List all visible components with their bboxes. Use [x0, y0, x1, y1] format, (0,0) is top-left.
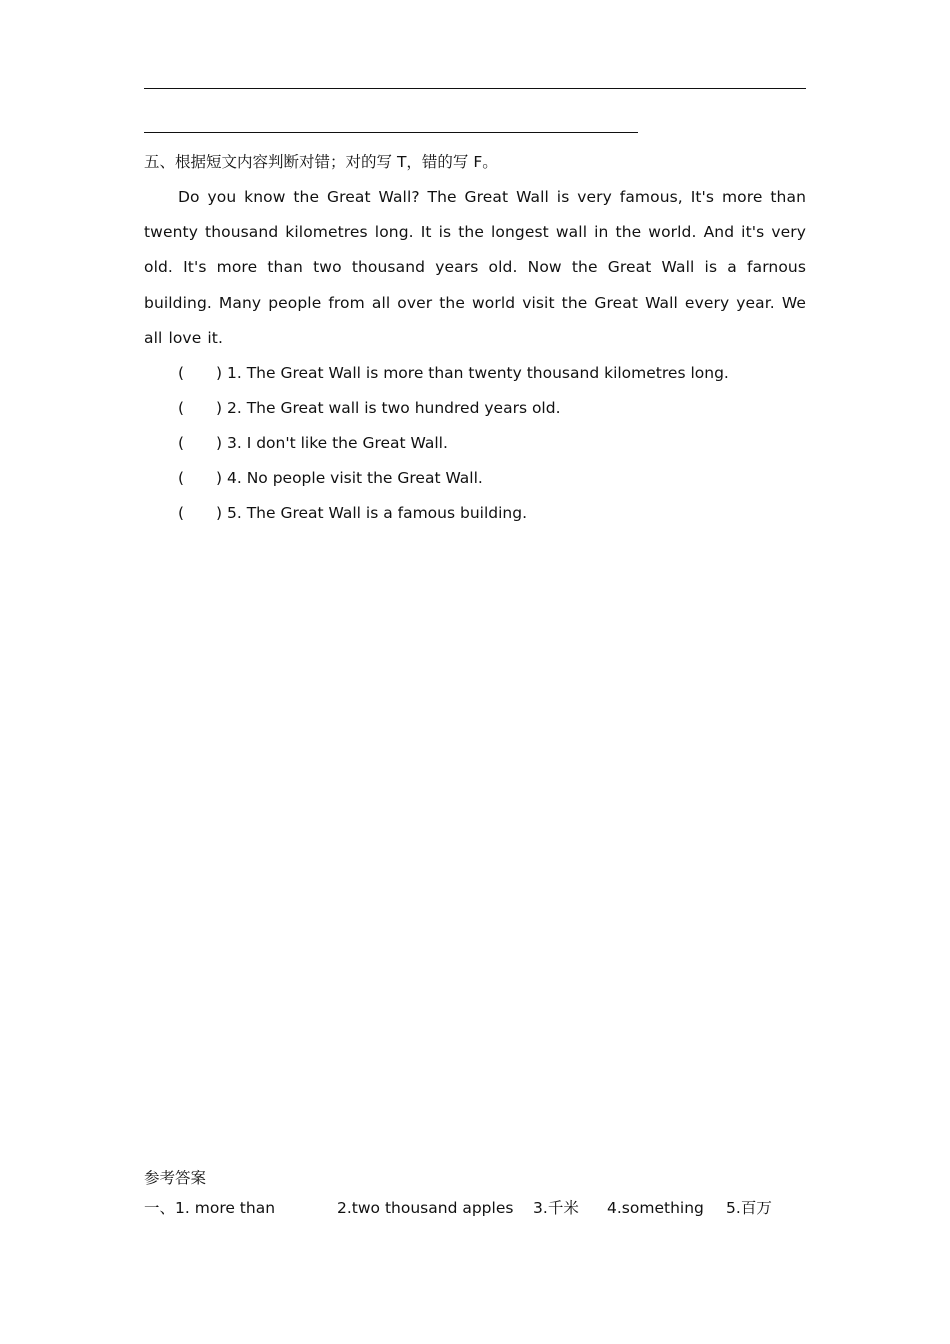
answer-1: 1. more than [175, 1199, 276, 1217]
question-4-text: ) 4. No people visit the Great Wall. [216, 469, 483, 487]
question-3-text: ) 3. I don't like the Great Wall. [216, 434, 448, 452]
question-4 [178, 461, 729, 496]
question-5 [178, 496, 729, 531]
question-3 [178, 426, 729, 461]
answer-3-text: 千米 [547, 1199, 579, 1217]
answer-5-number: 5. [726, 1199, 741, 1217]
question-2-text: ) 2. The Great wall is two hundred years old. [216, 399, 561, 417]
answer-key-line [144, 1198, 772, 1218]
answer-blank-5: ( [178, 504, 185, 522]
answer-4: 4.something [607, 1199, 704, 1217]
answer-blank-3: ( [178, 434, 185, 452]
answer-line-prefix: 一、 [144, 1199, 176, 1217]
answer-key-title: 参考答案 [144, 1169, 207, 1187]
answer-2: 2.two thousand apples [337, 1199, 514, 1217]
question-5-text: ) 5. The Great Wall is a famous building. [216, 504, 528, 522]
answer-blank-1: ( [178, 364, 185, 382]
answer-line-1 [144, 88, 806, 89]
answer-5 [726, 1198, 772, 1218]
question-1-text: ) 1. The Great Wall is more than twenty thousand kilometres long. [216, 364, 729, 382]
question-2 [178, 391, 729, 426]
heading-mid: 错的写 [421, 153, 469, 171]
answer-blank-2: ( [178, 399, 185, 417]
heading-f: F。 [468, 153, 498, 171]
answer-3 [533, 1198, 607, 1218]
question-1 [178, 356, 729, 391]
heading-prefix: 五、根据短文内容判断对错；对的写 [144, 153, 393, 171]
answer-blank-4: ( [178, 469, 185, 487]
answer-3-number: 3. [533, 1199, 548, 1217]
reading-passage: Do you know the Great Wall? The Great Wall is very famous, It's more than twenty thousand kilometres long. It is the longest wall in the world. And it's very old. It's more than two thousand years old. Now the Great Wall is a farnous building. Many people from all over the world visit the Great Wall every year. We all love it. [144, 188, 806, 347]
section-five-heading [144, 152, 498, 172]
heading-t: T， [392, 153, 422, 171]
answer-5-text: 百万 [740, 1199, 772, 1217]
true-false-questions [178, 356, 729, 531]
answer-line-2 [144, 132, 638, 133]
